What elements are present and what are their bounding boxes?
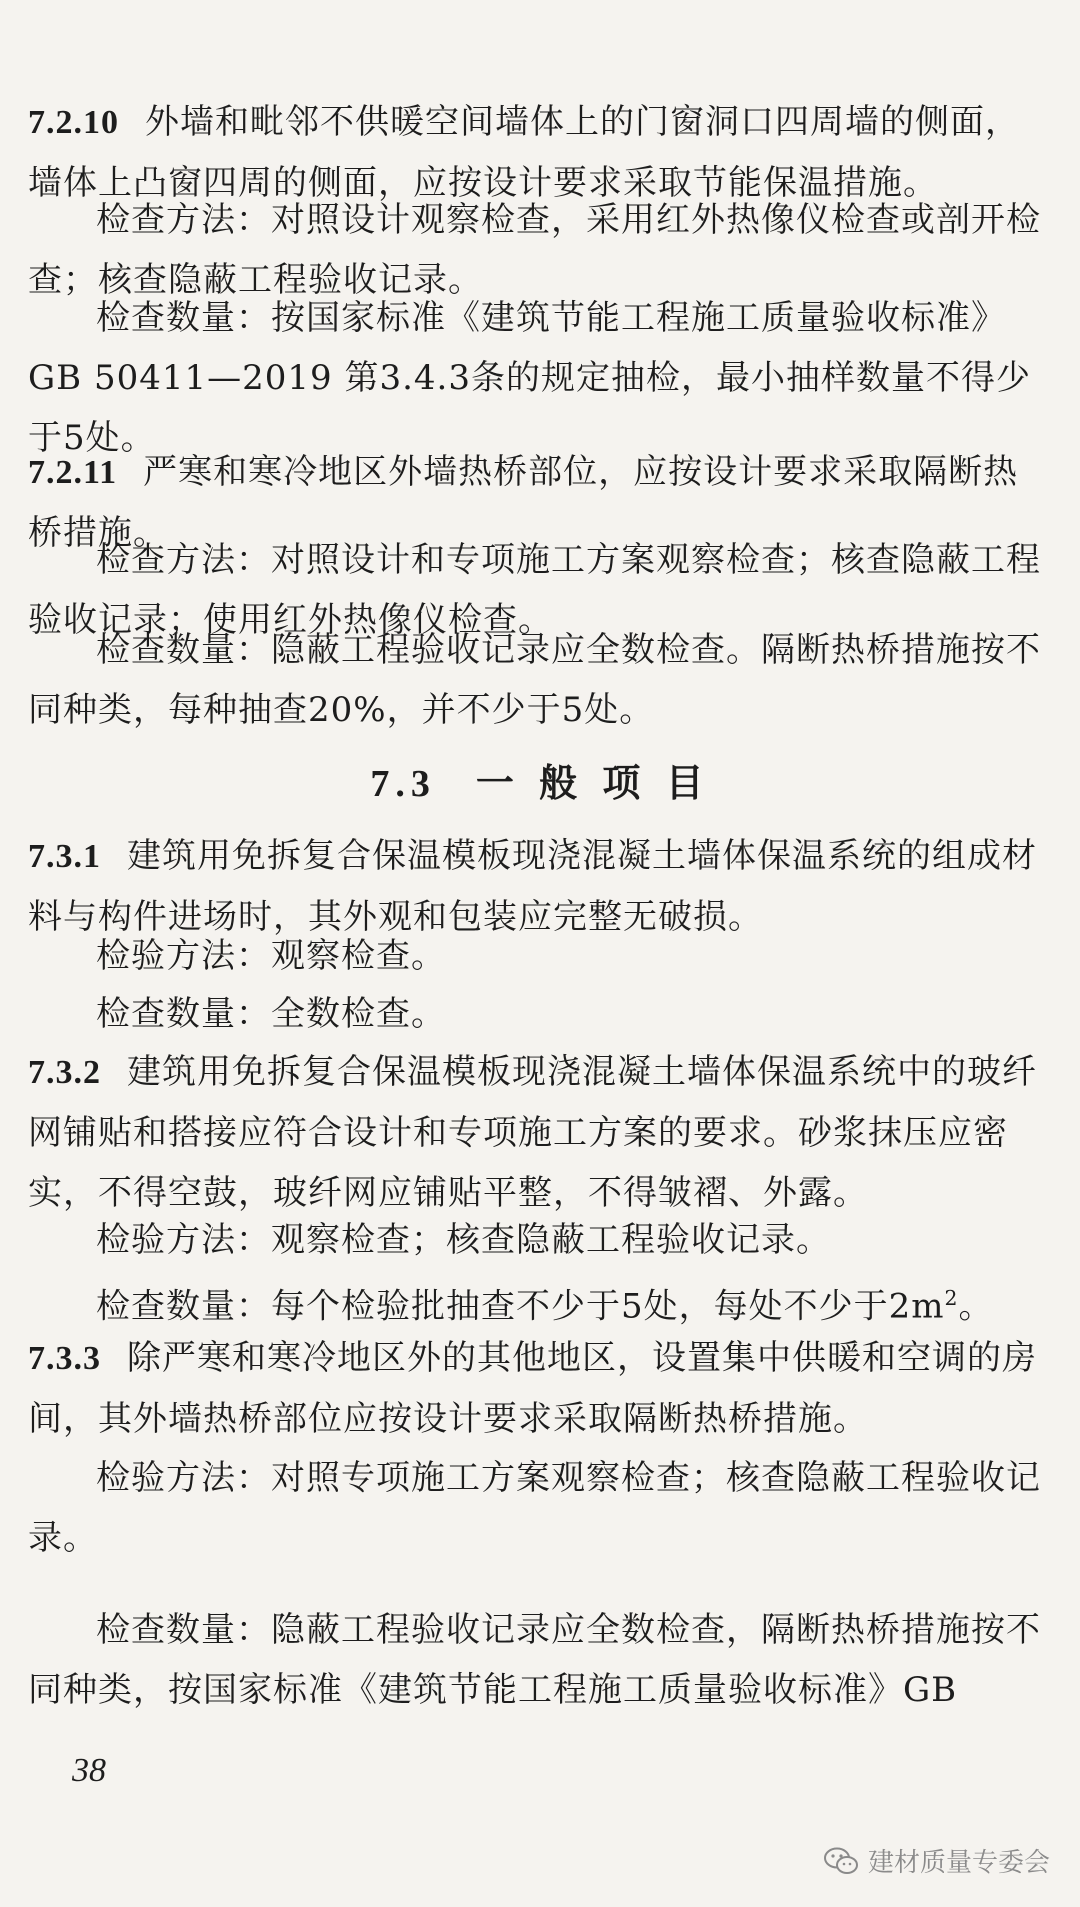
clause-7-2-11-quantity: 检查数量：隐蔽工程验收记录应全数检查。隔断热桥措施按不同种类，每种抽查20%，并不少于5处。 xyxy=(28,630,1041,730)
section-heading xyxy=(0,752,1080,807)
quantity-end: 。 xyxy=(958,1286,994,1327)
clause-number: 7.2.10 xyxy=(28,104,119,141)
page-number: 38 xyxy=(72,1752,106,1789)
clause-text: 外墙和毗邻不供暖空间墙体上的门窗洞口四周墙的侧面，墙体上凸窗四周的侧面，应按设计要求采取节能保温措施。 xyxy=(28,102,1020,203)
clause-7-3-1-quantity: 检查数量：全数检查。 xyxy=(96,994,446,1034)
section-number: 7.3 xyxy=(370,763,436,805)
wechat-icon xyxy=(824,1847,858,1875)
clause-7-3-3 xyxy=(28,1328,1052,1449)
clause-7-3-3-method: 检验方法：对照专项施工方案观察检查；核查隐蔽工程验收记录。 xyxy=(28,1458,1041,1558)
quantity-text: 检查数量：每个检验批抽查不少于5处，每处不少于2m xyxy=(96,1286,945,1327)
clause-7-2-10-method: 检查方法：对照设计观察检查，采用红外热像仪检查或剖开检查；核查隐蔽工程验收记录。 xyxy=(28,200,1041,300)
clause-7-3-1-method: 检验方法：观察检查。 xyxy=(96,936,446,976)
clause-number: 7.3.2 xyxy=(28,1054,101,1091)
watermark-text: 建材质量专委会 xyxy=(867,1848,1050,1878)
clause-7-2-10-quantity: 检查数量：按国家标准《建筑节能工程施工质量验收标准》GB 50411—2019 第3.4.3条的规定抽检，最小抽样数量不得少于5处。 xyxy=(28,298,1031,458)
clause-text: 建筑用免拆复合保温模板现浇混凝土墙体保温系统中的玻纤网铺贴和搭接应符合设计和专项施工方案的要求。砂浆抹压应密实，不得空鼓，玻纤网应铺贴平整，不得皱褶、外露。 xyxy=(28,1052,1037,1213)
clause-7-3-3-quantity: 检查数量：隐蔽工程验收记录应全数检查，隔断热桥措施按不同种类，按国家标准《建筑节能工程施工质量验收标准》GB xyxy=(28,1610,1041,1710)
clause-number: 7.3.1 xyxy=(28,838,101,875)
clause-7-3-2 xyxy=(28,1042,1052,1223)
clause-number: 7.3.3 xyxy=(28,1340,101,1377)
clause-text: 建筑用免拆复合保温模板现浇混凝土墙体保温系统的组成材料与构件进场时，其外观和包装应完整无破损。 xyxy=(28,836,1037,937)
superscript: 2 xyxy=(944,1286,959,1310)
watermark xyxy=(824,1842,1050,1879)
clause-7-2-11-method: 检查方法：对照设计和专项施工方案观察检查；核查隐蔽工程验收记录；使用红外热像仪检查。 xyxy=(28,540,1041,640)
clause-7-3-2-method: 检验方法：观察检查；核查隐蔽工程验收记录。 xyxy=(96,1220,831,1260)
clause-number: 7.2.11 xyxy=(28,454,118,491)
clause-text: 除严寒和寒冷地区外的其他地区，设置集中供暖和空调的房间，其外墙热桥部位应按设计要求采取隔断热桥措施。 xyxy=(28,1338,1037,1439)
clause-text: 严寒和寒冷地区外墙热桥部位，应按设计要求采取隔断热桥措施。 xyxy=(28,452,1019,553)
section-title: 一 般 项 目 xyxy=(475,760,710,805)
clause-7-3-2-quantity xyxy=(28,1268,1052,1336)
